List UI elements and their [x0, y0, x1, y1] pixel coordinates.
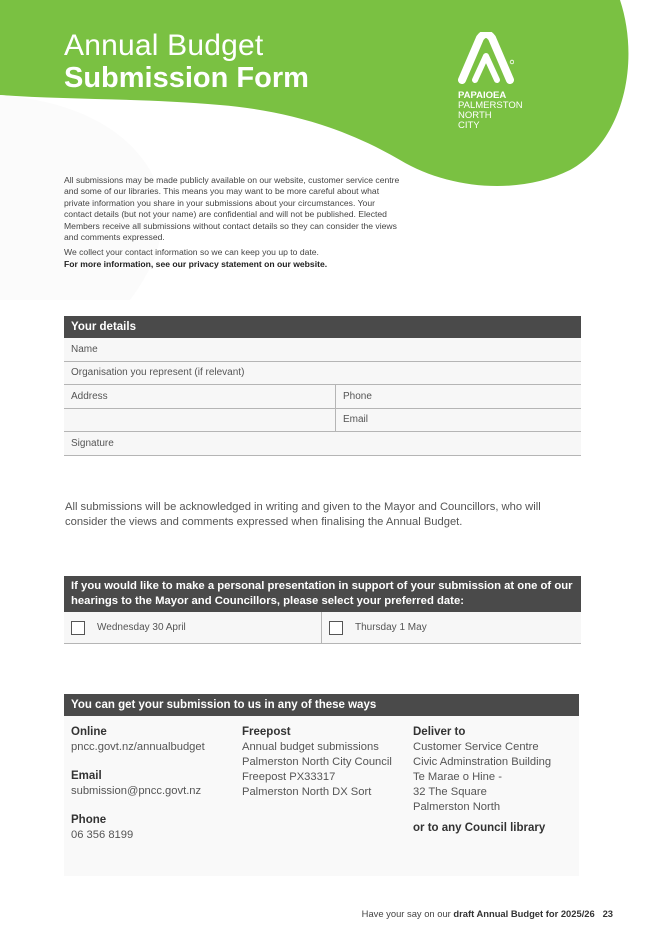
- logo-text-3: NORTH: [458, 110, 492, 121]
- footer-prefix: Have your say on our: [361, 908, 451, 919]
- deliver-line-2: Civic Adminstration Building: [413, 756, 552, 768]
- thursday-label: Thursday 1 May: [355, 622, 427, 633]
- your-details-section: [64, 316, 581, 456]
- pncc-logo-icon: [458, 32, 514, 84]
- freepost-line-4: Palmerston North DX Sort: [242, 786, 372, 798]
- freepost-line-2: Palmerston North City Council: [242, 756, 392, 768]
- email-label: Email: [343, 414, 369, 426]
- online-link[interactable]: pncc.govt.nz/annualbudget: [71, 741, 205, 753]
- name-field[interactable]: [64, 338, 581, 362]
- thursday-checkbox[interactable]: [329, 621, 343, 635]
- page-number: 23: [602, 908, 613, 919]
- phone-heading: Phone: [71, 814, 107, 826]
- intro-paragraph-1: All submissions may be made publicly available on our website, customer service centre and some of our libraries. This means you may want to be more careful about what private information you share in your submissions about your circumstances. Your contact details (but not your name) are confidential and will not be published. Elected Members receive all submissions without contact details so they can consider the views and comments expressed.: [64, 175, 400, 243]
- council-logo: [458, 32, 528, 131]
- address-continued-field[interactable]: [64, 409, 336, 432]
- organisation-label: Organisation you represent (if relevant): [71, 367, 245, 379]
- logo-text-1: PAPAIOEA: [458, 90, 507, 101]
- address-field[interactable]: [64, 385, 336, 408]
- logo-text-2: PALMERSTON: [458, 100, 523, 111]
- page-footer: [362, 908, 613, 919]
- column-deliver: [413, 725, 551, 836]
- presentation-heading: If you would like to make a personal presentation in support of your submission at one of our hearings to the Mayor and Councillors, please select your preferred date:: [64, 576, 581, 612]
- column-online: [71, 725, 205, 843]
- email-field[interactable]: [336, 409, 581, 432]
- organisation-field[interactable]: [64, 362, 581, 386]
- privacy-intro: [64, 175, 404, 274]
- phone-field[interactable]: [336, 385, 581, 408]
- deliver-heading: Deliver to: [413, 726, 466, 738]
- logo-text-4: CITY: [458, 120, 480, 131]
- online-heading: Online: [71, 726, 107, 738]
- address-label: Address: [71, 390, 108, 402]
- deliver-line-5: Palmerston North: [413, 801, 501, 813]
- deliver-line-1: Customer Service Centre: [413, 741, 539, 753]
- name-label: Name: [71, 343, 98, 355]
- deliver-line-4: 32 The Square: [413, 786, 487, 798]
- email-heading: Email: [71, 770, 102, 782]
- freepost-line-3: Freepost PX33317: [242, 771, 336, 783]
- intro-paragraph-2: We collect your contact information so we can keep you up to date.: [64, 247, 319, 258]
- title-line-1: Annual Budget: [64, 29, 264, 62]
- email-link[interactable]: submission@pncc.govt.nz: [71, 785, 202, 797]
- freepost-heading: Freepost: [242, 726, 291, 738]
- deliver-line-3: Te Marae o Hine -: [413, 771, 502, 783]
- phone-number: 06 356 8199: [71, 829, 134, 841]
- wednesday-checkbox[interactable]: [71, 621, 85, 635]
- library-note: or to any Council library: [413, 822, 546, 834]
- signature-label: Signature: [71, 437, 114, 449]
- intro-paragraph-3: For more information, see our privacy statement on our website.: [64, 258, 328, 269]
- footer-bold: draft Annual Budget for 2025/26: [453, 908, 595, 919]
- title-line-2: Submission Form: [64, 62, 309, 94]
- presentation-section: [64, 576, 581, 644]
- submission-methods-section: [64, 694, 579, 876]
- phone-label: Phone: [343, 390, 372, 402]
- acknowledgement-text: All submissions will be acknowledged in writing and given to the Mayor and Councillors, who will consider the views and comments expressed when finalising the Annual Budget.: [65, 501, 541, 528]
- address-phone-row: [64, 385, 581, 409]
- wednesday-label: Wednesday 30 April: [97, 622, 186, 633]
- submission-methods-heading: You can get your submission to us in any of these ways: [64, 694, 579, 716]
- address-email-row: [64, 409, 581, 433]
- freepost-line-1: Annual budget submissions: [242, 741, 379, 753]
- presentation-options-row: [64, 612, 581, 644]
- option-thursday[interactable]: [322, 612, 581, 643]
- column-freepost: [242, 725, 392, 800]
- page-title: [64, 30, 309, 94]
- option-wednesday[interactable]: [64, 612, 322, 643]
- your-details-heading: Your details: [64, 316, 581, 338]
- signature-field[interactable]: [64, 432, 581, 456]
